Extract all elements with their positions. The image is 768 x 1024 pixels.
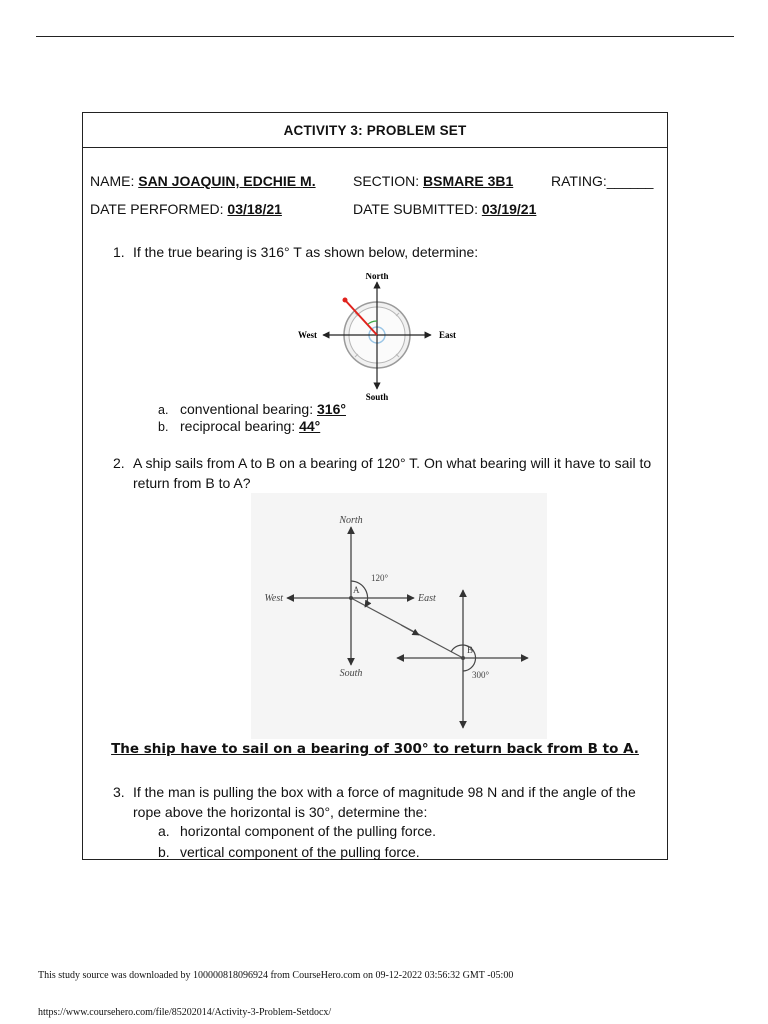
sketch-paper [251, 493, 547, 739]
question-3-part-a [158, 823, 436, 839]
problem-set-sheet [82, 112, 668, 860]
question-1-part-a-value: 316° [317, 401, 346, 417]
question-1-part-b-label: reciprocal bearing: [180, 418, 296, 434]
question-3-part-b-text: vertical component of the pulling force. [180, 844, 420, 860]
question-1-part-a-label: conventional bearing: [180, 401, 314, 417]
question-3-number: 3. [113, 784, 125, 800]
angle-a-label: 120° [371, 573, 389, 583]
section-label: SECTION: [353, 173, 420, 189]
point-a-dot [349, 596, 353, 600]
point-a-label: A [353, 585, 360, 595]
question-2 [113, 453, 653, 497]
sheet-title: ACTIVITY 3: PROBLEM SET [83, 113, 667, 148]
sketch-west-label: West [264, 593, 283, 604]
date-performed-label: DATE PERFORMED: [90, 201, 224, 217]
question-1-part-b-marker: b. [158, 420, 169, 434]
section-field [353, 173, 513, 189]
date-submitted-value: 03/19/21 [481, 201, 537, 217]
source-url[interactable]: https://www.coursehero.com/file/85202014/Activity-3-Problem-Setdocx/ [38, 1007, 332, 1018]
question-3-text: If the man is pulling the box with a force of magnitude 98 N and if the angle of the rope above the horizontal is 30°, determine the: [133, 784, 636, 820]
date-submitted-field [353, 201, 536, 217]
sketch-north-label: North [339, 515, 363, 526]
sketch-south-label: South [339, 668, 363, 679]
compass-east-label: East [439, 330, 457, 340]
compass-north-label: North [365, 273, 389, 281]
sketch-east-label: East [418, 593, 436, 604]
question-3-part-a-marker: a. [158, 823, 170, 839]
question-1-part-b [158, 418, 320, 434]
question-3-part-b [158, 844, 420, 860]
rating-field: RATING:______ [551, 173, 654, 189]
compass-south-label: South [365, 392, 389, 402]
question-3-part-b-marker: b. [158, 844, 170, 860]
date-submitted-label: DATE SUBMITTED: [353, 201, 478, 217]
question-1-part-a-marker: a. [158, 403, 169, 417]
question-1-part-a [158, 401, 346, 417]
question-1-text: If the true bearing is 316° T as shown below, determine: [133, 244, 479, 260]
date-performed-value: 03/18/21 [227, 201, 282, 217]
download-notice: This study source was downloaded by 100000818096924 from CourseHero.com on 09-12-2022 03:56:32 GMT -05:00 [38, 970, 514, 981]
angle-b-label: 300° [472, 670, 490, 680]
name-value: SAN JOAQUIN, EDCHIE M. [138, 173, 316, 189]
name-label: NAME: [90, 173, 135, 189]
point-b-dot [461, 656, 465, 660]
question-1-number: 1. [113, 244, 125, 260]
question-2-answer: The ship have to sail on a bearing of 300° to return back from B to A. [111, 741, 639, 757]
point-b-label: B [467, 645, 474, 655]
question-2-number: 2. [113, 455, 125, 471]
section-value: BSMARE 3B1 [423, 173, 514, 189]
date-performed-field [90, 201, 282, 217]
compass-figure [283, 273, 473, 403]
top-rule [36, 36, 734, 37]
question-3-part-a-text: horizontal component of the pulling force. [180, 823, 437, 839]
question-3 [113, 782, 653, 826]
bearing-needle-tip [343, 298, 348, 303]
compass-west-label: West [298, 330, 317, 340]
question-2-text: A ship sails from A to B on a bearing of 120° T. On what bearing will it have to sail to return from B to A? [133, 455, 652, 491]
question-1-part-b-value: 44° [299, 418, 321, 434]
bearing-sketch-figure [251, 493, 547, 739]
name-field [90, 173, 316, 189]
